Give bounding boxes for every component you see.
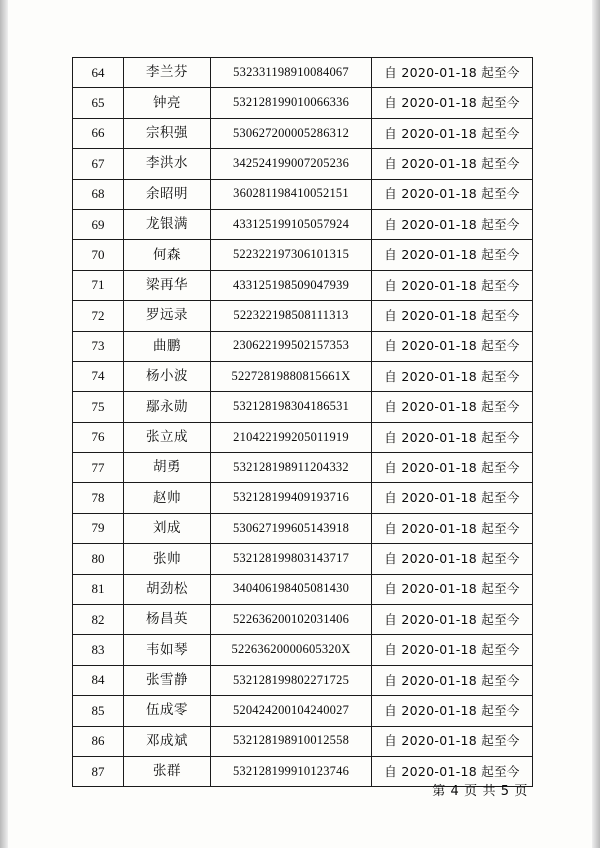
cell-period: 自 2020-01-18 起至今 <box>372 756 533 786</box>
cell-period: 自 2020-01-18 起至今 <box>372 240 533 270</box>
cell-name: 胡劲松 <box>124 574 211 604</box>
cell-name: 曲鹏 <box>124 331 211 361</box>
cell-name: 罗远录 <box>124 301 211 331</box>
cell-index: 75 <box>73 392 124 422</box>
cell-id-number: 532128198911204332 <box>211 453 372 483</box>
cell-name: 李兰芬 <box>124 58 211 88</box>
table-row <box>73 179 533 209</box>
table-row <box>73 58 533 88</box>
page-edge-right <box>592 0 600 848</box>
cell-id-number: 532128199802271725 <box>211 665 372 695</box>
cell-id-number: 530627199605143918 <box>211 513 372 543</box>
cell-period: 自 2020-01-18 起至今 <box>372 453 533 483</box>
table-row <box>73 301 533 331</box>
table-row <box>73 149 533 179</box>
cell-id-number: 532128198910012558 <box>211 726 372 756</box>
cell-name: 龙银满 <box>124 209 211 239</box>
cell-name: 赵帅 <box>124 483 211 513</box>
table-row <box>73 635 533 665</box>
cell-index: 72 <box>73 301 124 331</box>
cell-id-number: 433125199105057924 <box>211 209 372 239</box>
cell-name: 钟亮 <box>124 88 211 118</box>
cell-name: 张雪静 <box>124 665 211 695</box>
cell-id-number: 230622199502157353 <box>211 331 372 361</box>
table-row <box>73 209 533 239</box>
cell-period: 自 2020-01-18 起至今 <box>372 118 533 148</box>
cell-id-number: 532331198910084067 <box>211 58 372 88</box>
page-footer: 第 4 页 共 5 页 <box>432 784 528 799</box>
cell-id-number: 210422199205011919 <box>211 422 372 452</box>
cell-index: 76 <box>73 422 124 452</box>
cell-period: 自 2020-01-18 起至今 <box>372 605 533 635</box>
cell-index: 64 <box>73 58 124 88</box>
table-row <box>73 270 533 300</box>
cell-period: 自 2020-01-18 起至今 <box>372 726 533 756</box>
cell-name: 梁再华 <box>124 270 211 300</box>
table-row <box>73 361 533 391</box>
cell-id-number: 532128198304186531 <box>211 392 372 422</box>
table-row <box>73 513 533 543</box>
cell-name: 张群 <box>124 756 211 786</box>
cell-name: 伍成零 <box>124 696 211 726</box>
table-row <box>73 453 533 483</box>
cell-id-number: 433125198509047939 <box>211 270 372 300</box>
cell-name: 余昭明 <box>124 179 211 209</box>
page-edge-left <box>0 0 8 848</box>
cell-period: 自 2020-01-18 起至今 <box>372 483 533 513</box>
cell-name: 胡勇 <box>124 453 211 483</box>
table-row <box>73 422 533 452</box>
cell-index: 68 <box>73 179 124 209</box>
cell-name: 宗积强 <box>124 118 211 148</box>
cell-id-number: 532128199010066336 <box>211 88 372 118</box>
cell-id-number: 522322198508111313 <box>211 301 372 331</box>
cell-id-number: 340406198405081430 <box>211 574 372 604</box>
cell-period: 自 2020-01-18 起至今 <box>372 665 533 695</box>
cell-name: 韦如琴 <box>124 635 211 665</box>
cell-id-number: 530627200005286312 <box>211 118 372 148</box>
cell-period: 自 2020-01-18 起至今 <box>372 422 533 452</box>
cell-index: 86 <box>73 726 124 756</box>
cell-name: 何森 <box>124 240 211 270</box>
cell-index: 67 <box>73 149 124 179</box>
cell-index: 65 <box>73 88 124 118</box>
cell-id-number: 522636200102031406 <box>211 605 372 635</box>
cell-period: 自 2020-01-18 起至今 <box>372 209 533 239</box>
cell-name: 张帅 <box>124 544 211 574</box>
table-row <box>73 726 533 756</box>
cell-period: 自 2020-01-18 起至今 <box>372 361 533 391</box>
cell-id-number: 532128199803143717 <box>211 544 372 574</box>
cell-period: 自 2020-01-18 起至今 <box>372 58 533 88</box>
cell-period: 自 2020-01-18 起至今 <box>372 149 533 179</box>
cell-index: 73 <box>73 331 124 361</box>
personnel-table <box>72 57 533 787</box>
table-row <box>73 544 533 574</box>
cell-period: 自 2020-01-18 起至今 <box>372 270 533 300</box>
table-row <box>73 574 533 604</box>
cell-id-number: 342524199007205236 <box>211 149 372 179</box>
cell-period: 自 2020-01-18 起至今 <box>372 301 533 331</box>
cell-period: 自 2020-01-18 起至今 <box>372 696 533 726</box>
cell-index: 78 <box>73 483 124 513</box>
cell-period: 自 2020-01-18 起至今 <box>372 392 533 422</box>
table-row <box>73 483 533 513</box>
cell-id-number: 52263620000605320X <box>211 635 372 665</box>
cell-period: 自 2020-01-18 起至今 <box>372 513 533 543</box>
table-row <box>73 696 533 726</box>
cell-period: 自 2020-01-18 起至今 <box>372 544 533 574</box>
table-body <box>73 58 533 787</box>
table-row <box>73 605 533 635</box>
cell-index: 81 <box>73 574 124 604</box>
cell-name: 刘成 <box>124 513 211 543</box>
cell-index: 80 <box>73 544 124 574</box>
cell-period: 自 2020-01-18 起至今 <box>372 88 533 118</box>
cell-name: 杨小波 <box>124 361 211 391</box>
cell-index: 74 <box>73 361 124 391</box>
cell-index: 83 <box>73 635 124 665</box>
cell-id-number: 532128199409193716 <box>211 483 372 513</box>
table-row <box>73 392 533 422</box>
cell-id-number: 520424200104240027 <box>211 696 372 726</box>
cell-period: 自 2020-01-18 起至今 <box>372 635 533 665</box>
cell-index: 70 <box>73 240 124 270</box>
cell-name: 李洪水 <box>124 149 211 179</box>
table-row <box>73 665 533 695</box>
cell-index: 84 <box>73 665 124 695</box>
cell-id-number: 52272819880815661X <box>211 361 372 391</box>
table-row <box>73 240 533 270</box>
table-row <box>73 118 533 148</box>
cell-index: 66 <box>73 118 124 148</box>
cell-id-number: 532128199910123746 <box>211 756 372 786</box>
cell-name: 邓成斌 <box>124 726 211 756</box>
cell-period: 自 2020-01-18 起至今 <box>372 574 533 604</box>
cell-id-number: 360281198410052151 <box>211 179 372 209</box>
cell-id-number: 522322197306101315 <box>211 240 372 270</box>
table-row <box>73 331 533 361</box>
cell-index: 77 <box>73 453 124 483</box>
cell-index: 87 <box>73 756 124 786</box>
cell-name: 鄢永勋 <box>124 392 211 422</box>
cell-index: 79 <box>73 513 124 543</box>
table-row <box>73 88 533 118</box>
cell-name: 张立成 <box>124 422 211 452</box>
cell-period: 自 2020-01-18 起至今 <box>372 331 533 361</box>
cell-index: 71 <box>73 270 124 300</box>
cell-index: 85 <box>73 696 124 726</box>
cell-index: 69 <box>73 209 124 239</box>
cell-name: 杨昌英 <box>124 605 211 635</box>
cell-period: 自 2020-01-18 起至今 <box>372 179 533 209</box>
cell-index: 82 <box>73 605 124 635</box>
